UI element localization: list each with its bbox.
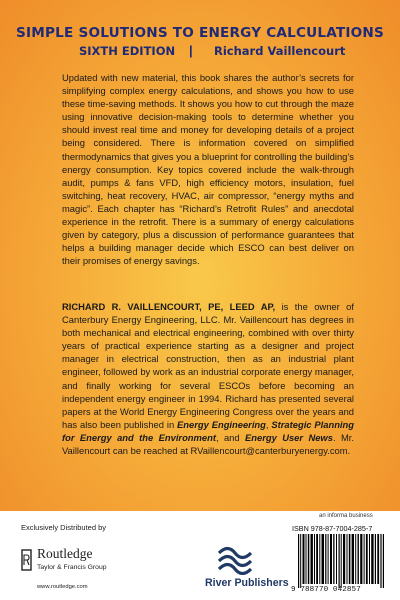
book-description: Updated with new material, this book shares the author’s secrets for simplifying complex energy calculations, and shows you how to use these time-saving methods. It shows you how to cut through the maze using innovative decision-making tools to determine whether you should invest real time and money for developing details of a project being considered. There is information covered on simplified thermodynamics that gives you a blueprint for controlling the building’s energy consumption. Key topics covered include the walk-through audit, pumps & fans VFD, high efficiency motors, insulation, fuel switching, heat recovery, HVAC, air compressor, “energy myths and magic”. Each chapter has “Richard’s Retrofit Rules” and anecdotal experience in the retrofit. There is a summary of energy calculations given by category, plus a discussion of performance guarantees that helps a building manager decide which ESCO can best deliver on their promises of energy savings.	[62, 72, 354, 267]
bio-text-2: . Mr. Vaillencourt can be reached at RVaillencourt@canterburyenergy.com.	[62, 431, 354, 457]
header-divider: |	[189, 43, 193, 58]
publication-energy-engineering: Energy Engineering	[177, 418, 266, 430]
bio-separator-2: , and	[215, 431, 245, 443]
book-title: SIMPLE SOLUTIONS TO ENERGY CALCULATIONS	[16, 25, 384, 41]
publication-energy-user-news: Energy User News	[245, 431, 333, 443]
bio-text-1: is the owner of Canterbury Energy Engineering, LLC. Mr. Vaillencourt has degrees in both mechanical and electrical engineering, combined with over thirty years of practical experience starting as a designer and project manager in electrical construction, then as an industrial plant engineer, followed by work as an industrial corporate energy manager, and finally working for several ESCOs before becoming an independent energy engineer in 1994. Richard has presented several papers at the World Energy Engineering Congress over the years and has also been published in	[62, 301, 354, 430]
routledge-logo-icon	[21, 549, 32, 571]
barcode-icon	[298, 534, 384, 588]
isbn-label: ISBN 978-87-7004-285-7	[292, 524, 373, 533]
routledge-url: www.routledge.com	[37, 584, 88, 590]
edition-label: SIXTH EDITION	[79, 44, 176, 58]
informa-label: an informa business	[319, 513, 373, 519]
routledge-group: Taylor & Francis Group	[37, 564, 107, 571]
bio-separator-1: ,	[265, 418, 272, 430]
publication-strategic-planning: Strategic Planning for Energy and the Environment	[62, 418, 354, 443]
distributed-by-label: Exclusively Distributed by	[21, 523, 107, 532]
author-bio	[62, 300, 354, 457]
river-publishers-logo-icon	[216, 541, 254, 575]
bio-author-name: RICHARD R. VAILLENCOURT, PE, LEED AP,	[62, 301, 276, 312]
publisher-name: River Publishers	[205, 577, 289, 589]
author-name: Richard Vaillencourt	[214, 44, 346, 58]
routledge-name: Routledge	[37, 546, 93, 561]
barcode-number: 9 788770 042857	[291, 586, 361, 594]
